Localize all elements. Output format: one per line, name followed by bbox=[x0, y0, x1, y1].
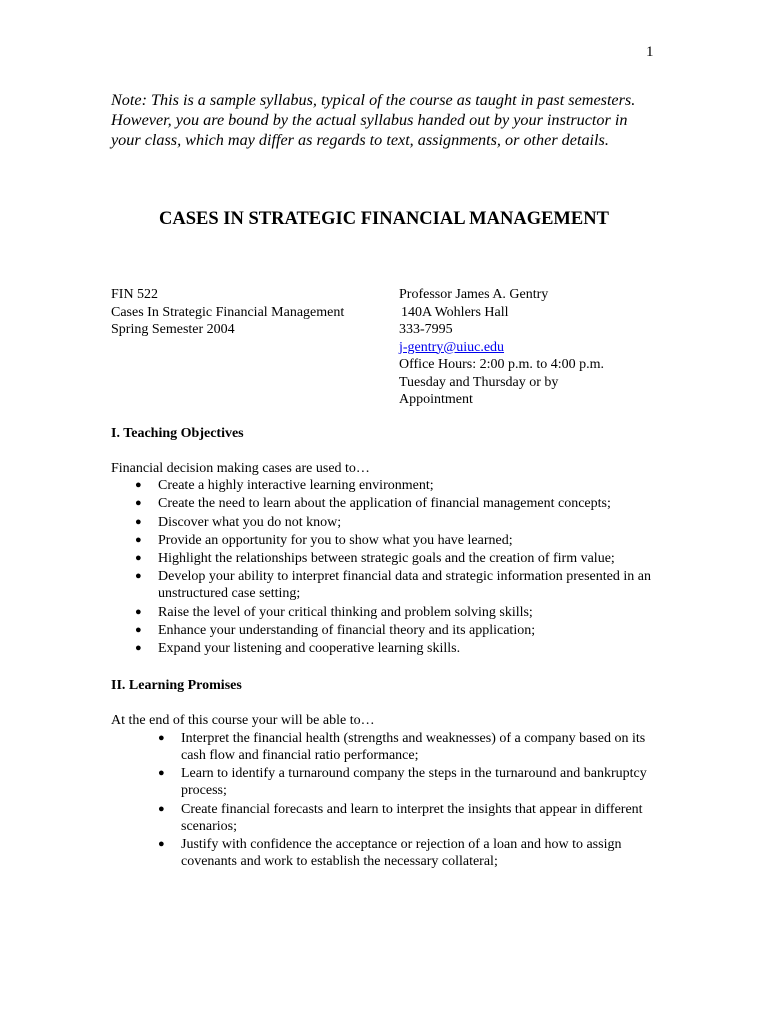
list-item-text: Create financial forecasts and learn to interpret the insights that appear in different scenarios; bbox=[181, 801, 643, 834]
bullet-icon: ● bbox=[135, 642, 142, 655]
objectives-intro: Financial decision making cases are used to… bbox=[111, 461, 370, 476]
list-item bbox=[135, 604, 668, 621]
bullet-icon: ● bbox=[158, 767, 165, 780]
list-item bbox=[158, 765, 661, 799]
promises-intro: At the end of this course your will be able to… bbox=[111, 713, 375, 728]
promises-heading: II. Learning Promises bbox=[111, 678, 242, 693]
professor-name: Professor James A. Gentry bbox=[399, 287, 549, 302]
course-semester: Spring Semester 2004 bbox=[111, 322, 235, 337]
bullet-icon: ● bbox=[135, 497, 142, 510]
office-days: Tuesday and Thursday or by bbox=[399, 374, 559, 390]
list-item-text: Raise the level of your critical thinking and problem solving skills; bbox=[158, 604, 533, 620]
course-name: Cases In Strategic Financial Management bbox=[111, 304, 345, 320]
page-number: 1 bbox=[646, 44, 654, 60]
bullet-icon: ● bbox=[135, 624, 142, 637]
promises-list bbox=[158, 730, 661, 871]
list-item bbox=[135, 622, 668, 639]
office-hours: Office Hours: 2:00 p.m. to 4:00 p.m. bbox=[399, 357, 605, 372]
bullet-icon: ● bbox=[135, 552, 142, 565]
professor-office: 140A Wohlers Hall bbox=[401, 304, 509, 320]
list-item-text: Interpret the financial health (strengths and weaknesses) of a company based on its cash flow and financial ratio performance; bbox=[181, 731, 646, 763]
list-item bbox=[135, 640, 668, 657]
objectives-list bbox=[135, 477, 668, 659]
list-item bbox=[135, 514, 668, 531]
list-item bbox=[135, 532, 668, 549]
list-item-text: Discover what you do not know; bbox=[158, 514, 342, 530]
list-item bbox=[158, 801, 661, 835]
course-code: FIN 522 bbox=[111, 287, 159, 302]
list-item bbox=[135, 550, 668, 567]
bullet-icon: ● bbox=[135, 570, 142, 583]
professor-email-link[interactable]: j-gentry@uiuc.edu bbox=[399, 339, 505, 355]
list-item bbox=[135, 477, 668, 494]
list-item-text: Create the need to learn about the application of financial management concepts; bbox=[158, 496, 611, 512]
document-title: CASES IN STRATEGIC FINANCIAL MANAGEMENT bbox=[159, 209, 609, 229]
objectives-heading: I. Teaching Objectives bbox=[111, 426, 244, 441]
list-item-text: Highlight the relationships between strategic goals and the creation of firm value; bbox=[158, 551, 615, 567]
list-item-text: Create a highly interactive learning environment; bbox=[158, 478, 434, 493]
list-item-text: Learn to identify a turnaround company the steps in the turnaround and bankruptcy process; bbox=[181, 766, 647, 799]
list-item bbox=[158, 836, 661, 870]
list-item-text: Develop your ability to interpret financial data and strategic information presented in an unstructured case setting; bbox=[158, 569, 651, 602]
bullet-icon: ● bbox=[135, 605, 142, 618]
list-item-text: Expand your listening and cooperative learning skills. bbox=[158, 641, 461, 657]
office-appointment: Appointment bbox=[399, 392, 473, 407]
list-item bbox=[158, 730, 661, 764]
bullet-icon: ● bbox=[135, 515, 142, 528]
list-item bbox=[135, 495, 668, 512]
bullet-icon: ● bbox=[158, 732, 165, 744]
course-info-block bbox=[111, 286, 344, 339]
list-item bbox=[135, 568, 668, 602]
bullet-icon: ● bbox=[158, 837, 165, 850]
list-item-text: Enhance your understanding of financial theory and its application; bbox=[158, 623, 536, 639]
professor-phone: 333-7995 bbox=[399, 322, 453, 337]
disclaimer-note: Note: This is a sample syllabus, typical of the course as taught in past semesters. However, you are bound by the actual syllabus handed out by your instructor in your class, which may differ as regards to text, assignments, or other details. bbox=[111, 91, 636, 149]
bullet-icon: ● bbox=[158, 802, 165, 815]
professor-info-block bbox=[399, 286, 639, 409]
list-item-text: Justify with confidence the acceptance or rejection of a loan and how to assign covenants and work to establish the necessary collateral; bbox=[181, 836, 622, 869]
bullet-icon: ● bbox=[135, 479, 142, 491]
bullet-icon: ● bbox=[135, 533, 142, 546]
list-item-text: Provide an opportunity for you to show what you have learned; bbox=[158, 532, 513, 548]
